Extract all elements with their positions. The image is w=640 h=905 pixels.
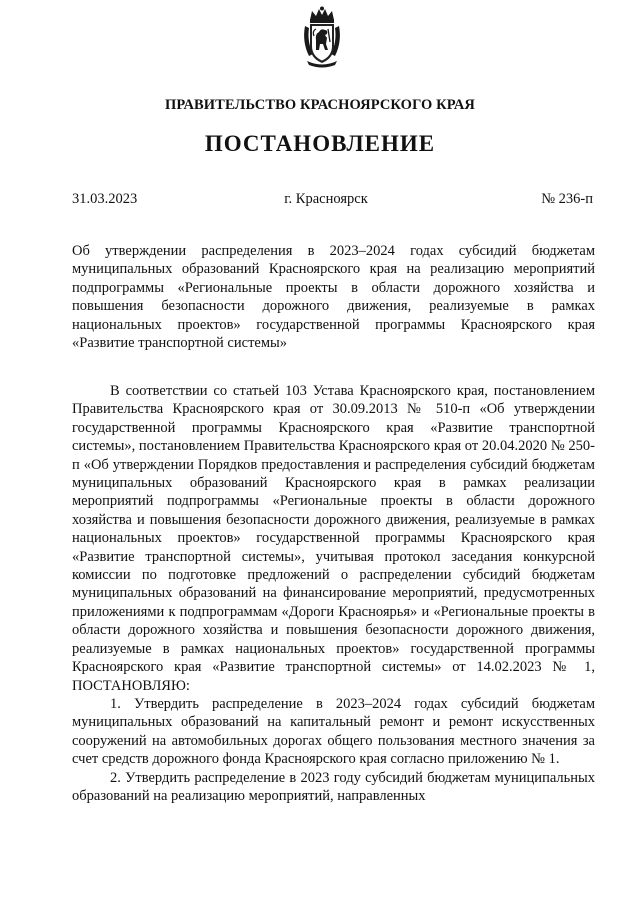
preamble-paragraph: В соответствии со статьей 103 Устава Красноярского края, постановлением Правительства Красноярского края от 30.09.2013 № 510-п «Об утверждении государственной программы Красноярского края «Развитие транспортной системы», постановлением Правительства Красноярского края от 20.04.2020 № 250-п «Об утверждении Порядков предоставления и распределения субсидий бюджетам муниципальных образований Красноярского края в рамках реализации мероприятий подпрограммы «Региональные проекты в области дорожного хозяйства и повышения безопасности дорожного движения, реализуемые в рамках национальных проектов» государственной программы Красноярского края «Развитие транспортной системы», учитывая протокол заседания конкурсной комиссии по подготовке предложений о распределении субсидий бюджетам муниципальных образований на финансирование мероприятий, предусмотренных приложениями к подпрограммам «Дороги Красноярья» и «Региональные проекты в области дорожного хозяйства и повышения безопасности дорожного движения, реализуемые в рамках национальных проектов» государственной программы Красноярского края «Развитие транспортной системы» от 14.02.2023 № 1, ПОСТАНОВЛЯЮ: [72,383,595,694]
document-date: 31.03.2023 [72,191,138,207]
document-city: г. Красноярск [284,191,368,207]
document-body [72,382,595,805]
document-subject: Об утверждении распределения в 2023–2024 годах субсидий бюджетам муниципальных образований Красноярского края на реализацию мероприятий подпрограммы «Региональные проекты в области дорожного хозяйства и повышения безопасности дорожного движения, реализуемые в рамках национальных проектов» государственной программы Красноярского края «Развитие транспортной системы» [72,243,595,352]
item-2-paragraph: 2. Утвердить распределение в 2023 году субсидий бюджетам муниципальных образований на реализацию мероприятий, направленных [72,769,595,804]
document-number: № 236-п [541,191,593,207]
organization-title: ПРАВИТЕЛЬСТВО КРАСНОЯРСКОГО КРАЯ [164,97,475,113]
document-type-title: ПОСТАНОВЛЕНИЕ [204,131,436,156]
item-1-paragraph: 1. Утвердить распределение в 2023–2024 годах субсидий бюджетам муниципальных образований на капитальный ремонт и ремонт искусственных сооружений на автомобильных дорогах общего пользования местного значения за счет средств дорожного фонда Красноярского края согласно приложению № 1. [72,695,595,768]
coat-of-arms-icon [301,6,343,68]
